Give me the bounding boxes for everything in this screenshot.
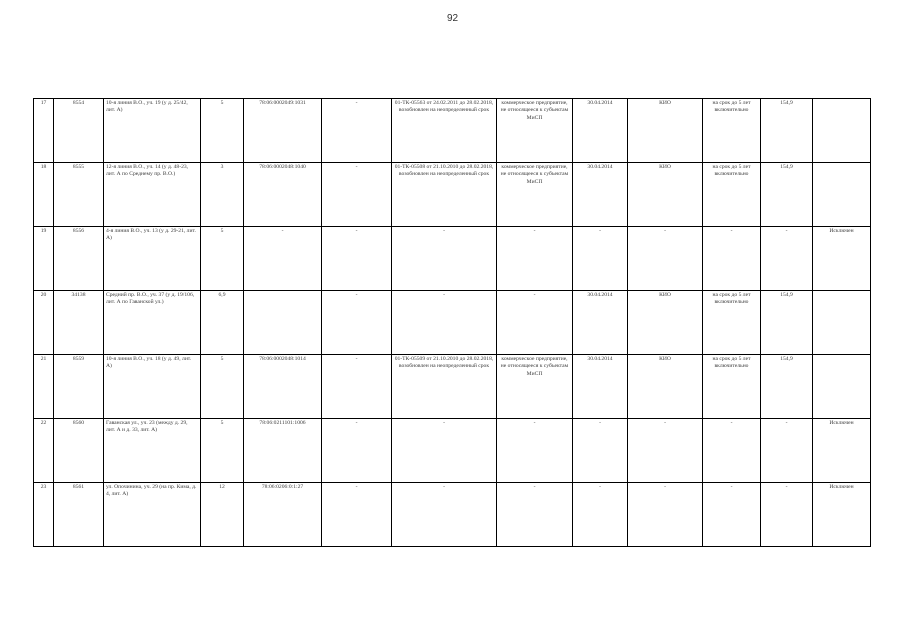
rate-cell: 154,9 — [761, 291, 813, 355]
lease-term-cell: на срок до 5 лет включительно — [703, 355, 761, 419]
authority-cell: КИО — [628, 99, 703, 163]
address-cell: 4-я линия В.О., уч. 13 (у д. 29-21, лит. А) — [104, 227, 201, 291]
rate-cell: - — [761, 483, 813, 547]
row-number: 23 — [34, 483, 54, 547]
rate-cell: 154,9 — [761, 355, 813, 419]
rate-cell: - — [761, 227, 813, 291]
lease-contract-cell: - — [392, 291, 497, 355]
tenant-type-cell: - — [497, 483, 573, 547]
tenant-type-cell: - — [497, 227, 573, 291]
authority-cell: - — [628, 419, 703, 483]
status-note-cell: Исключен — [813, 419, 871, 483]
address-cell: 10-я линия В.О., уч. 18 (у д. 49, лит. А) — [104, 355, 201, 419]
table-row — [34, 99, 871, 163]
lease-contract-cell: - — [392, 483, 497, 547]
row-number: 20 — [34, 291, 54, 355]
status-note-cell — [813, 355, 871, 419]
area-cell: 3 — [201, 163, 244, 227]
lease-term-cell: - — [703, 227, 761, 291]
rate-cell: - — [761, 419, 813, 483]
status-note-cell — [813, 291, 871, 355]
empty-cell: - — [322, 419, 392, 483]
empty-cell: - — [322, 291, 392, 355]
authority-cell: КИО — [628, 291, 703, 355]
registry-number: 8556 — [54, 227, 104, 291]
area-cell: 5 — [201, 419, 244, 483]
empty-cell: - — [322, 163, 392, 227]
empty-cell: - — [322, 483, 392, 547]
lease-term-cell: на срок до 5 лет включительно — [703, 163, 761, 227]
lease-term-cell: - — [703, 419, 761, 483]
authority-cell: КИО — [628, 355, 703, 419]
rate-cell: 154,9 — [761, 99, 813, 163]
lease-term-cell: - — [703, 483, 761, 547]
status-note-cell — [813, 163, 871, 227]
lease-term-cell: на срок до 5 лет включительно — [703, 99, 761, 163]
lease-term-cell: на срок до 5 лет включительно — [703, 291, 761, 355]
date-cell: 30.04.2014 — [573, 99, 628, 163]
registry-number: 8561 — [54, 483, 104, 547]
row-number: 22 — [34, 419, 54, 483]
empty-cell: - — [322, 355, 392, 419]
table-row — [34, 163, 871, 227]
row-number: 18 — [34, 163, 54, 227]
lease-contract-cell: 01-ТК-05509 от 21.10.2010 до 28.02.2018, возобновлен на неопределенный срок — [392, 355, 497, 419]
date-cell: 30.04.2014 — [573, 355, 628, 419]
cadastral-number-cell: 78:06:0206:0:1:27 — [244, 483, 322, 547]
registry-number: 34138 — [54, 291, 104, 355]
address-cell: Средний пр. В.О., уч. 37 (у д. 19/106, лит. А по Гаванской ул.) — [104, 291, 201, 355]
rate-cell: 154,9 — [761, 163, 813, 227]
table-row — [34, 291, 871, 355]
table-body — [34, 99, 871, 547]
date-cell: - — [573, 227, 628, 291]
lease-contract-cell: - — [392, 419, 497, 483]
date-cell: 30.04.2014 — [573, 291, 628, 355]
registry-number: 8554 — [54, 99, 104, 163]
authority-cell: - — [628, 483, 703, 547]
authority-cell: - — [628, 227, 703, 291]
cadastral-number-cell: 78:06:0002048:1040 — [244, 163, 322, 227]
table-row — [34, 355, 871, 419]
tenant-type-cell: коммерческое предприятие, не относящееся к субъектам МиСП — [497, 355, 573, 419]
lease-contract-cell: - — [392, 227, 497, 291]
tenant-type-cell: коммерческое предприятие, не относящееся к субъектам МиСП — [497, 99, 573, 163]
empty-cell: - — [322, 99, 392, 163]
lease-contract-cell: 01-ТК-05508 от 21.10.2010 до 28.02.2018, возобновлен на неопределенный срок — [392, 163, 497, 227]
area-cell: 12 — [201, 483, 244, 547]
date-cell: - — [573, 419, 628, 483]
address-cell: 10-я линия В.О., уч. 19 (у д. 25/42, лит. А) — [104, 99, 201, 163]
row-number: 17 — [34, 99, 54, 163]
registry-number: 8560 — [54, 419, 104, 483]
authority-cell: КИО — [628, 163, 703, 227]
row-number: 21 — [34, 355, 54, 419]
row-number: 19 — [34, 227, 54, 291]
address-cell: 12-я линия В.О., уч. 14 (у д. 48-23, лит. А по Среднему пр. В.О.) — [104, 163, 201, 227]
status-note-cell — [813, 99, 871, 163]
tenant-type-cell: коммерческое предприятие, не относящееся к субъектам МиСП — [497, 163, 573, 227]
tenant-type-cell: - — [497, 291, 573, 355]
status-note-cell: Исключен — [813, 227, 871, 291]
cadastral-number-cell: 78:06:0211101:1006 — [244, 419, 322, 483]
cadastral-number-cell: - — [244, 227, 322, 291]
area-cell: 5 — [201, 227, 244, 291]
table-row — [34, 483, 871, 547]
cadastral-number-cell: 78:06:0002049:1031 — [244, 99, 322, 163]
area-cell: 6,9 — [201, 291, 244, 355]
area-cell: 5 — [201, 355, 244, 419]
cadastral-number-cell: 78:06:0002048:1014 — [244, 355, 322, 419]
empty-cell: - — [322, 227, 392, 291]
table-row — [34, 419, 871, 483]
date-cell: 30.04.2014 — [573, 163, 628, 227]
address-cell: ул. Опочинина, уч. 29 (на пр. Кима, д. 4, лит. А) — [104, 483, 201, 547]
lease-contract-cell: 01-ТК-05563 от 24.02.2011 до 28.02.2018, возобновлен на неопределенный срок — [392, 99, 497, 163]
cadastral-number-cell — [244, 291, 322, 355]
table-row — [34, 227, 871, 291]
registry-number: 8559 — [54, 355, 104, 419]
status-note-cell: Исключен — [813, 483, 871, 547]
date-cell: - — [573, 483, 628, 547]
tenant-type-cell: - — [497, 419, 573, 483]
address-cell: Гаванская ул., уч. 23 (между д. 29, лит. А и д. 33, лит. А) — [104, 419, 201, 483]
page-number: 92 — [446, 13, 459, 24]
register-table — [33, 98, 871, 547]
registry-number: 8555 — [54, 163, 104, 227]
area-cell: 5 — [201, 99, 244, 163]
